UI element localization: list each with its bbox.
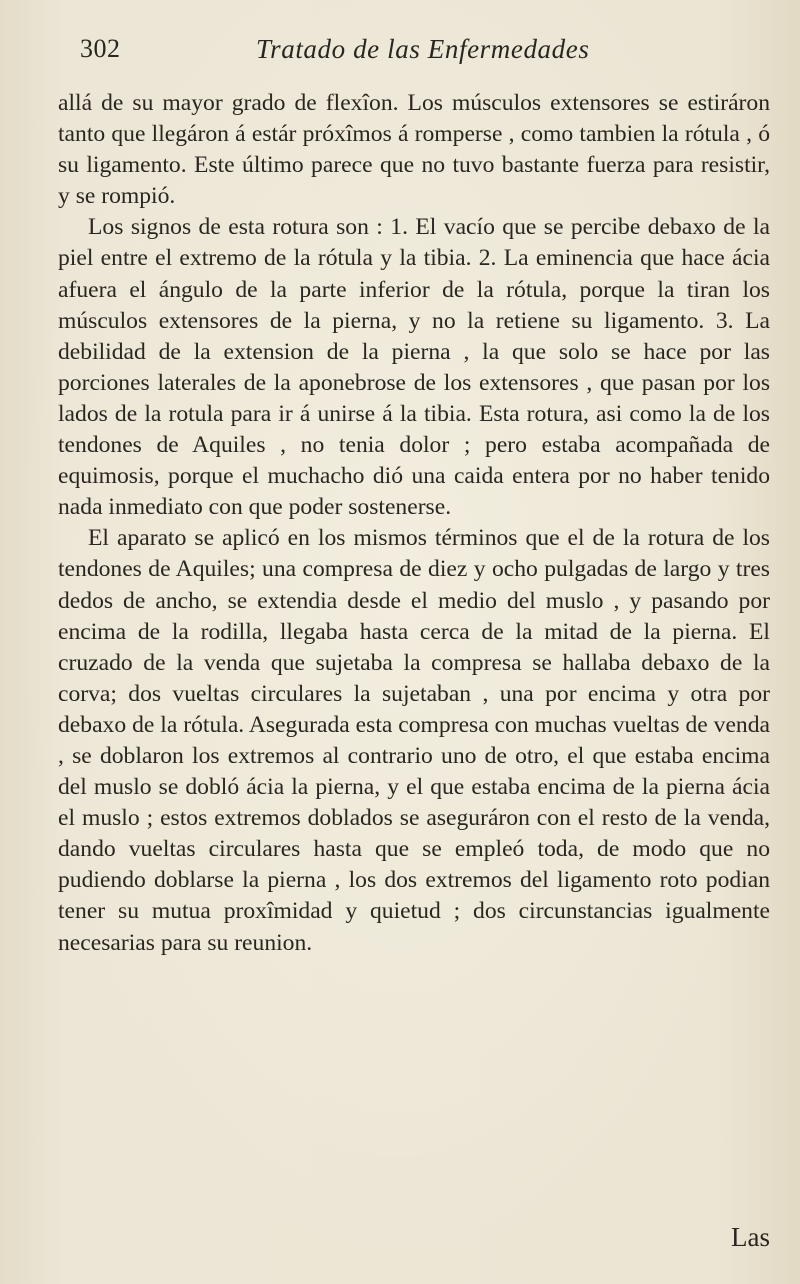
- page-number: 302: [80, 34, 121, 63]
- body-text: [58, 88, 770, 959]
- paragraph-2: Los signos de esta rotura son : 1. El vacío que se percibe debaxo de la piel entre el extremo de la rótula y la tibia. 2. La eminencia que hace ácia afuera el ángulo de la parte inferior de la rótula, porque la tiran los músculos extensores de la pierna, y no la retiene su ligamento. 3. La debilidad de la extension de la pierna , la que solo se hace por las porciones laterales de la aponebrose de los extensores , que pasan por los lados de la rotula para ir á unirse á la tibia. Esta rotura, asi como la de los tendones de Aquiles , no tenia dolor ; pero estaba acompañada de equimosis, porque el muchacho dió una caida entera por no haber tenido nada inmediato con que poder sostenerse.: [58, 214, 770, 521]
- paragraph-1: allá de su mayor grado de flexîon. Los músculos extensores se estiráron tanto que llegáron á estár próxîmos á romperse , como tambien la rótula , ó su ligamento. Este último parece que no tuvo bastante fuerza para resistir, y se rompió.: [58, 90, 770, 210]
- page-header: [80, 34, 760, 74]
- running-title: Tratado de las Enfermedades: [256, 34, 590, 64]
- paragraph-3: El aparato se aplicó en los mismos términos que el de la rotura de los tendones de Aquiles; una compresa de diez y ocho pulgadas de largo y tres dedos de ancho, se extendia desde el medio del muslo , y pasando por encima de la rodilla, llegaba hasta cerca de la mitad de la pierna. El cruzado de la venda que sujetaba la compresa se hallaba debaxo de la corva; dos vueltas circulares la sujetaban , una por encima y otra por debaxo de la rótula. Asegurada esta compresa con muchas vueltas de venda , se doblaron los extremos al contrario uno de otro, el que estaba encima del muslo se dobló ácia la pierna, y el que estaba encima de la pierna ácia el muslo ; estos extremos doblados se aseguráron con el resto de la venda, dando vueltas circulares hasta que se empleó toda, de modo que no pudiendo doblarse la pierna , los dos extremos del ligamento roto podian tener su mutua proxîmidad y quietud ; dos circunstancias igualmente necesarias para su reunion.: [58, 525, 770, 956]
- catchword: Las: [731, 1222, 770, 1252]
